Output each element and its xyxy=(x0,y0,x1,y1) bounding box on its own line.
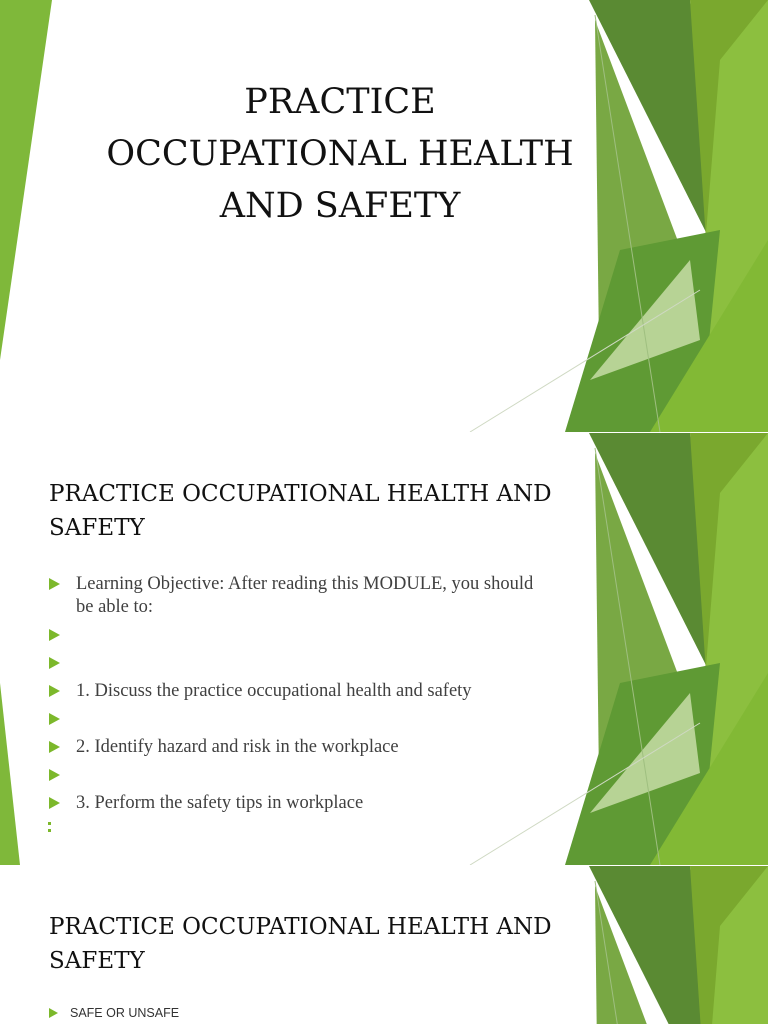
bullet-list xyxy=(48,573,548,820)
slide-title: PRACTICE OCCUPATIONAL HEALTH AND SAFETY xyxy=(106,82,574,226)
triangle-bullet-icon xyxy=(49,657,60,669)
triangle-bullet-icon xyxy=(49,685,60,697)
bullet-item xyxy=(48,573,548,619)
overflow-dots-icon xyxy=(48,822,51,836)
bullet-item xyxy=(48,652,548,675)
bullet-text: 2. Identify hazard and risk in the workplace xyxy=(76,737,399,757)
bullet-item xyxy=(48,624,548,647)
bullet-item xyxy=(48,680,548,703)
bullet-text: SAFE OR UNSAFE xyxy=(70,1006,180,1020)
bullet-item xyxy=(48,792,548,815)
slide-3 xyxy=(0,866,768,1024)
bullet-text: 3. Perform the safety tips in workplace xyxy=(76,793,364,813)
bullet-item xyxy=(48,1005,179,1021)
bullet-item xyxy=(48,764,548,787)
triangle-bullet-icon xyxy=(49,629,60,641)
triangle-bullet-icon xyxy=(49,713,60,725)
triangle-bullet-icon xyxy=(49,797,60,809)
slide-title: PRACTICE OCCUPATIONAL HEALTH AND SAFETY xyxy=(49,914,552,974)
triangle-bullet-icon xyxy=(49,769,60,781)
slide-title: PRACTICE OCCUPATIONAL HEALTH AND SAFETY xyxy=(49,481,552,541)
slide-2 xyxy=(0,433,768,865)
triangle-bullet-icon xyxy=(49,578,60,590)
bullet-item xyxy=(48,736,548,759)
slide-1 xyxy=(0,0,768,432)
bullet-item xyxy=(48,708,548,731)
triangle-bullet-icon xyxy=(49,1008,58,1018)
bullet-list xyxy=(48,1005,179,1021)
bullet-text: Learning Objective: After reading this MODULE, you should be able to: xyxy=(76,574,534,617)
triangle-bullet-icon xyxy=(49,741,60,753)
bullet-text: 1. Discuss the practice occupational health and safety xyxy=(76,681,472,701)
